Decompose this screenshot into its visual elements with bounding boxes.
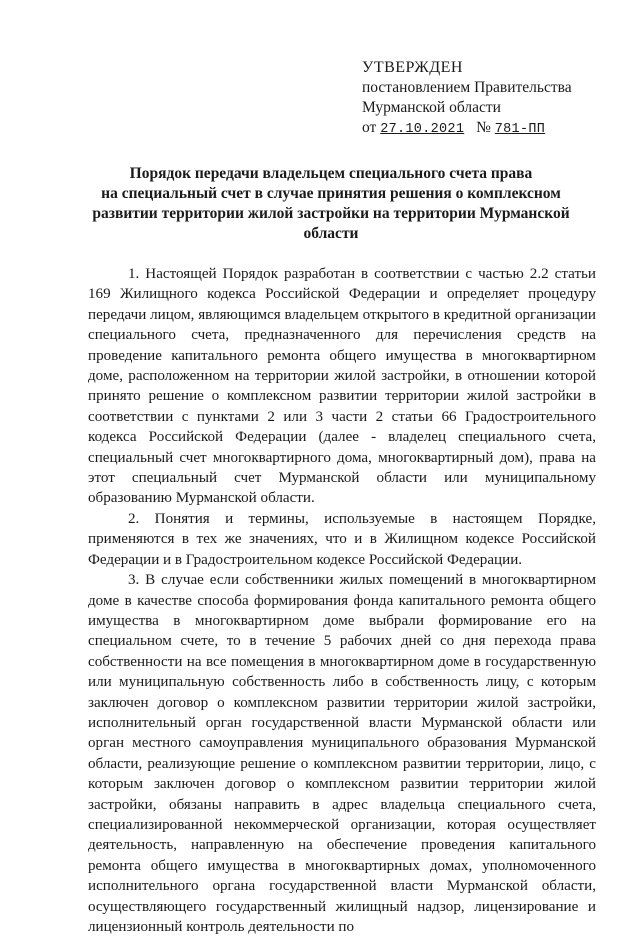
- title-line: области: [303, 225, 359, 242]
- approval-heading: УТВЕРЖДЕН: [362, 59, 463, 76]
- approval-number: 781-ПП: [494, 122, 546, 137]
- paragraph-2: 2. Понятия и термины, используемые в настоящем Порядке, применяются в тех же значениях, что и в Жилищном кодексе Российской Федерации и в Градостроительном кодексе Российской Федерации.: [88, 510, 596, 568]
- title-line: Порядок передачи владельцем специального счета права: [129, 165, 533, 182]
- title-line: развитии территории жилой застройки на территории Мурманской: [92, 205, 570, 222]
- approval-stamp: [362, 58, 602, 140]
- approval-number-label: №: [476, 119, 491, 136]
- document-body: [88, 264, 596, 937]
- approval-issuer-line: постановлением Правительства: [362, 79, 572, 96]
- approval-date-number-line: [362, 118, 602, 140]
- paragraph-3: 3. В случае если собственники жилых помещений в многоквартирном доме в качестве способа формирования фонда капитального ремонта общего имущества в многоквартирном доме выбрали формирование его на специальном счете, то в течение 5 рабочих дней со дня перехода права собственности на все помещения в многоквартирном доме в государственную или муниципальную собственность либо в собственность лицу, с которым заключен договор о комплексном развитии территории жилой застройки, исполнительный орган государственной власти Мурманской области или орган местного самоуправления муниципального образования Мурманской области, реализующие решение о комплексном развитии территории, лицо, с которым заключен договор о комплексном развитии территории жилой застройки, обязаны направить в адрес владельца специального счета, специализированной некоммерческой организации, которая осуществляет деятельность, направленную на обеспечение проведения капитального ремонта общего имущества в многоквартирных домах, уполномоченного исполнительного органа государственной власти Мурманской области, осуществляющего государственный жилищный надзор, лицензирование и лицензионный контроль деятельности по: [88, 572, 596, 935]
- approval-region-line: Мурманской области: [362, 99, 501, 116]
- title-line: на специальный счет в случае принятия решения о комплексном: [101, 185, 561, 202]
- approval-from-label: от: [362, 119, 377, 136]
- approval-date: 27.10.2021: [380, 122, 465, 137]
- document-title: [92, 164, 570, 244]
- paragraph-1: 1. Настоящей Порядок разработан в соответствии с частью 2.2 статьи 169 Жилищного кодекса Российской Федерации и определяет процедуру передачи лицом, являющимся владельцем открытого в кредитной организации специального счета, предназначенного для перечисления средств на проведение капитального ремонта общего имущества в многоквартирном доме, расположенном на территории жилой застройки, в отношении которой принято решение о комплексном развитии территории жилой застройки в соответствии с пунктами 2 или 3 части 2 статьи 66 Градостроительного кодекса Российской Федерации (далее - владелец специального счета, специальный счет многоквартирного дома, многоквартирный дом), права на этот специальный счет Мурманской области или муниципальному образованию Мурманской области.: [88, 266, 596, 507]
